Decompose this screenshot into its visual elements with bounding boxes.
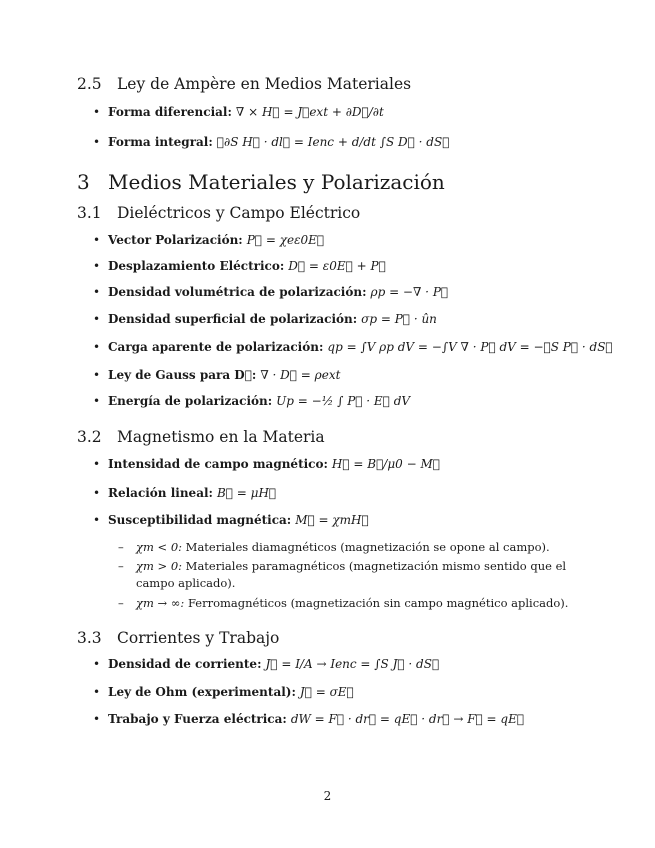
item-formula: ∇ · D⃗ = ρext bbox=[260, 368, 341, 382]
item-label: Densidad de corriente: bbox=[108, 657, 262, 671]
list-item bbox=[93, 456, 440, 472]
list-item bbox=[93, 232, 324, 248]
bullet: • bbox=[93, 135, 101, 149]
item-formula: B⃗ = μH⃗ bbox=[216, 486, 277, 500]
list-item bbox=[93, 311, 437, 327]
bullet: • bbox=[93, 685, 101, 699]
sub-list-item bbox=[118, 558, 588, 592]
item-label: Vector Polarización: bbox=[108, 233, 243, 247]
item-formula: M⃗ = χmH⃗ bbox=[295, 513, 369, 527]
item-formula: Up = −½ ∫ P⃗ · E⃗ dV bbox=[276, 394, 411, 408]
list-item bbox=[93, 258, 386, 274]
sub-item-math: χm → ∞: bbox=[136, 596, 185, 610]
dash-marker: – bbox=[118, 559, 124, 573]
section-title: Dieléctricos y Campo Eléctrico bbox=[117, 204, 361, 222]
item-formula: dW = F⃗ · dr⃗ = qE⃗ · dr⃗ → F⃗ = qE⃗ bbox=[290, 712, 525, 726]
section-number: 3.2 bbox=[77, 428, 102, 446]
item-label: Relación lineal: bbox=[108, 486, 213, 500]
item-formula: ∇ × H⃗ = J⃗ext + ∂D⃗/∂t bbox=[235, 105, 384, 119]
sub-list-item bbox=[118, 595, 588, 612]
dash-marker: – bbox=[118, 540, 124, 554]
item-formula: P⃗ = χeε0E⃗ bbox=[246, 233, 325, 247]
item-label: Forma diferencial: bbox=[108, 105, 232, 119]
sub-item-text: Ferromagnéticos (magnetización sin campo magnético aplicado). bbox=[187, 596, 569, 610]
section-heading-3-3 bbox=[77, 629, 279, 647]
section-heading-2-5 bbox=[77, 75, 411, 93]
list-item bbox=[93, 393, 410, 409]
list-item bbox=[93, 684, 354, 700]
bullet: • bbox=[93, 513, 101, 527]
bullet: • bbox=[93, 394, 101, 408]
sub-item-text: Materiales diamagnéticos (magnetización se opone al campo). bbox=[185, 540, 550, 554]
section-number: 3.3 bbox=[77, 629, 102, 647]
item-formula: σp = P⃗ · ûn bbox=[361, 312, 437, 326]
item-label: Densidad superficial de polarización: bbox=[108, 312, 358, 326]
sub-list-item bbox=[118, 539, 588, 556]
sub-item-math: χm < 0: bbox=[136, 540, 183, 554]
section-number: 2.5 bbox=[77, 75, 102, 93]
item-label: Trabajo y Fuerza eléctrica: bbox=[108, 712, 287, 726]
section-title: Corrientes y Trabajo bbox=[117, 629, 280, 647]
bullet: • bbox=[93, 486, 101, 500]
item-formula: J⃗ = I/A → Ienc = ∫S J⃗ · dS⃗ bbox=[265, 657, 440, 671]
sub-item-text: Materiales paramagnéticos (magnetización mismo sentido que el campo aplicado). bbox=[136, 559, 567, 590]
item-formula: ∮∂S H⃗ · dl⃗ = Ienc + d/dt ∫S D⃗ · dS⃗ bbox=[216, 135, 450, 149]
list-item bbox=[93, 284, 448, 300]
list-item bbox=[93, 104, 384, 120]
bullet: • bbox=[93, 285, 101, 299]
bullet: • bbox=[93, 312, 101, 326]
item-label: Intensidad de campo magnético: bbox=[108, 457, 328, 471]
item-label: Carga aparente de polarización: bbox=[108, 340, 324, 354]
list-item bbox=[93, 367, 340, 383]
item-label: Desplazamiento Eléctrico: bbox=[108, 259, 285, 273]
chapter-title: Medios Materiales y Polarización bbox=[108, 170, 445, 194]
item-formula: H⃗ = B⃗/μ0 − M⃗ bbox=[331, 457, 440, 471]
list-item bbox=[93, 134, 449, 150]
bullet: • bbox=[93, 259, 101, 273]
item-label: Densidad volumétrica de polarización: bbox=[108, 285, 367, 299]
item-formula: ρp = −∇ · P⃗ bbox=[370, 285, 449, 299]
bullet: • bbox=[93, 657, 101, 671]
item-formula: D⃗ = ε0E⃗ + P⃗ bbox=[288, 259, 386, 273]
section-number: 3.1 bbox=[77, 204, 102, 222]
item-formula: qp = ∫V ρp dV = −∫V ∇ · P⃗ dV = −∮S P⃗ · dS⃗ bbox=[327, 340, 613, 354]
section-heading-3-1 bbox=[77, 204, 360, 222]
item-label: Ley de Ohm (experimental): bbox=[108, 685, 296, 699]
bullet: • bbox=[93, 712, 101, 726]
bullet: • bbox=[93, 340, 101, 354]
item-label: Susceptibilidad magnética: bbox=[108, 513, 292, 527]
bullet: • bbox=[93, 457, 101, 471]
item-label: Ley de Gauss para D⃗: bbox=[108, 368, 257, 382]
section-heading-3-2 bbox=[77, 428, 325, 446]
list-item bbox=[93, 339, 613, 355]
list-item bbox=[93, 656, 439, 672]
item-formula: J⃗ = σE⃗ bbox=[299, 685, 354, 699]
list-item bbox=[93, 711, 524, 727]
bullet: • bbox=[93, 233, 101, 247]
item-label: Energía de polarización: bbox=[108, 394, 273, 408]
item-label: Forma integral: bbox=[108, 135, 213, 149]
chapter-heading-3 bbox=[77, 170, 445, 194]
list-item bbox=[93, 512, 369, 528]
page-number: 2 bbox=[323, 789, 332, 803]
sub-item-math: χm > 0: bbox=[136, 559, 183, 573]
bullet: • bbox=[93, 368, 101, 382]
list-item bbox=[93, 485, 276, 501]
bullet: • bbox=[93, 105, 101, 119]
dash-marker: – bbox=[118, 596, 124, 610]
chapter-number: 3 bbox=[77, 170, 90, 194]
section-title: Ley de Ampère en Medios Materiales bbox=[117, 75, 412, 93]
section-title: Magnetismo en la Materia bbox=[117, 428, 325, 446]
